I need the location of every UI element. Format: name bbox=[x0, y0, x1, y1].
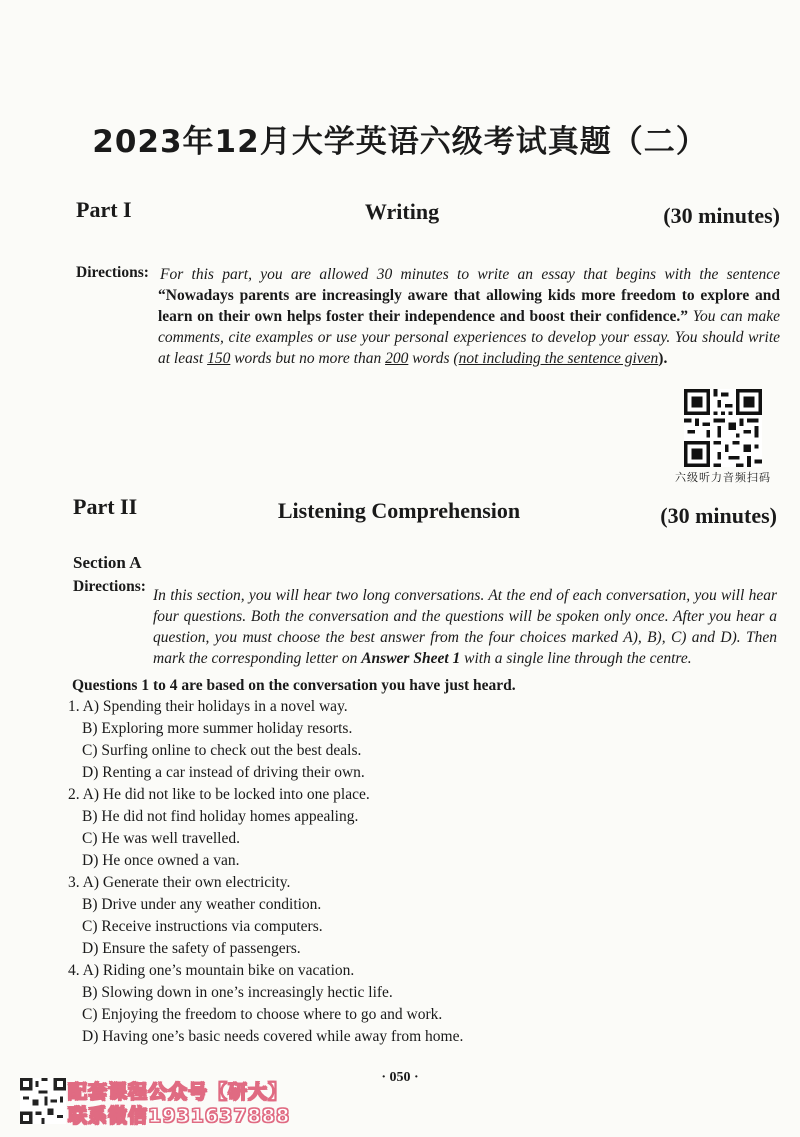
part1-time: (30 minutes) bbox=[663, 203, 780, 228]
section-a-directions-text: In this section, you will hear two long conversations. At the end of each conversation, you will hear four questions. Both the conversation and the questions will be spoken only once. After you hear a question, you must choose the best answer from the four choices marked A), B), C) and D). Then mark the corresponding letter on bbox=[153, 587, 777, 667]
question-number: 4. bbox=[68, 962, 80, 979]
excluded-sentence-note: not including the sentence given bbox=[458, 350, 659, 367]
option-c: C) Surfing online to check out the best deals. bbox=[82, 742, 362, 759]
listening-audio-qr-code[interactable] bbox=[684, 389, 762, 467]
part1-directions-end: ). bbox=[658, 350, 668, 367]
section-a-directions-label: Directions: bbox=[73, 578, 146, 595]
option-c: C) He was well travelled. bbox=[82, 830, 240, 847]
part1-directions-intro: For this part, you are allowed 30 minutes to write an essay that begins with the sentence bbox=[160, 266, 780, 283]
qr-caption: 六级听力音频扫码 bbox=[675, 471, 771, 484]
option-b: B) Drive under any weather condition. bbox=[82, 896, 322, 913]
max-word-count: 200 bbox=[385, 350, 409, 367]
questions-heading: Questions 1 to 4 are based on the conversation you have just heard. bbox=[72, 677, 516, 694]
option-b: B) He did not find holiday homes appealing. bbox=[82, 808, 359, 825]
part2-time: (30 minutes) bbox=[660, 503, 777, 528]
min-word-count: 150 bbox=[207, 350, 231, 367]
question-list bbox=[68, 696, 708, 1048]
option-d: D) Renting a car instead of driving their own. bbox=[82, 764, 365, 781]
question-3 bbox=[68, 872, 708, 960]
section-a-directions-end: with a single line through the centre. bbox=[464, 650, 692, 667]
question-number: 2. bbox=[68, 786, 80, 803]
watermark-qr-code bbox=[20, 1078, 66, 1124]
option-a: A) Generate their own electricity. bbox=[82, 874, 291, 891]
option-d: D) Having one’s basic needs covered while away from home. bbox=[82, 1028, 464, 1045]
part2-label: Part II bbox=[73, 494, 138, 519]
option-d: D) He once owned a van. bbox=[82, 852, 240, 869]
question-1 bbox=[68, 696, 708, 784]
essay-opening-sentence: “Nowadays parents are increasingly aware that allowing kids more freedom to explore and learn on their own helps foster their independence and boost their confidence.” bbox=[158, 287, 780, 325]
part2-title: Listening Comprehension bbox=[277, 498, 521, 523]
question-number: 1. bbox=[68, 698, 80, 715]
option-a: A) He did not like to be locked into one place. bbox=[82, 786, 370, 803]
part1-label: Part I bbox=[76, 197, 132, 222]
question-number: 3. bbox=[68, 874, 80, 891]
part1-directions-body: You can make comments, cite examples or use your personal experiences to develop your essay. You should write at least bbox=[158, 308, 781, 367]
answer-sheet-ref: Answer Sheet 1 bbox=[361, 650, 461, 667]
option-a: A) Spending their holidays in a novel way. bbox=[82, 698, 348, 715]
part1-directions-mid: words but no more than bbox=[234, 350, 382, 367]
question-4 bbox=[68, 960, 708, 1048]
option-c: C) Receive instructions via computers. bbox=[82, 918, 323, 935]
option-c: C) Enjoying the freedom to choose where to go and work. bbox=[82, 1006, 443, 1023]
option-d: D) Ensure the safety of passengers. bbox=[82, 940, 301, 957]
page-title: 2023年12月大学英语六级考试真题（二） bbox=[92, 124, 708, 160]
option-b: B) Slowing down in one’s increasingly hectic life. bbox=[82, 984, 393, 1001]
watermark-line-1: 配套课程公众号【研大】 bbox=[68, 1081, 289, 1103]
part1-title: Writing bbox=[364, 199, 440, 224]
section-a-label: Section A bbox=[73, 553, 142, 572]
watermark-line-2: 联系微信1931637888 bbox=[68, 1105, 291, 1127]
part1-directions-label: Directions: bbox=[76, 264, 149, 281]
question-2 bbox=[68, 784, 708, 872]
option-a: A) Riding one’s mountain bike on vacation. bbox=[82, 962, 355, 979]
option-b: B) Exploring more summer holiday resorts. bbox=[82, 720, 353, 737]
part1-directions bbox=[158, 264, 780, 369]
page-number: · 050 · bbox=[381, 1070, 419, 1085]
part1-directions-words: words ( bbox=[412, 350, 459, 367]
section-a-directions bbox=[153, 585, 777, 669]
